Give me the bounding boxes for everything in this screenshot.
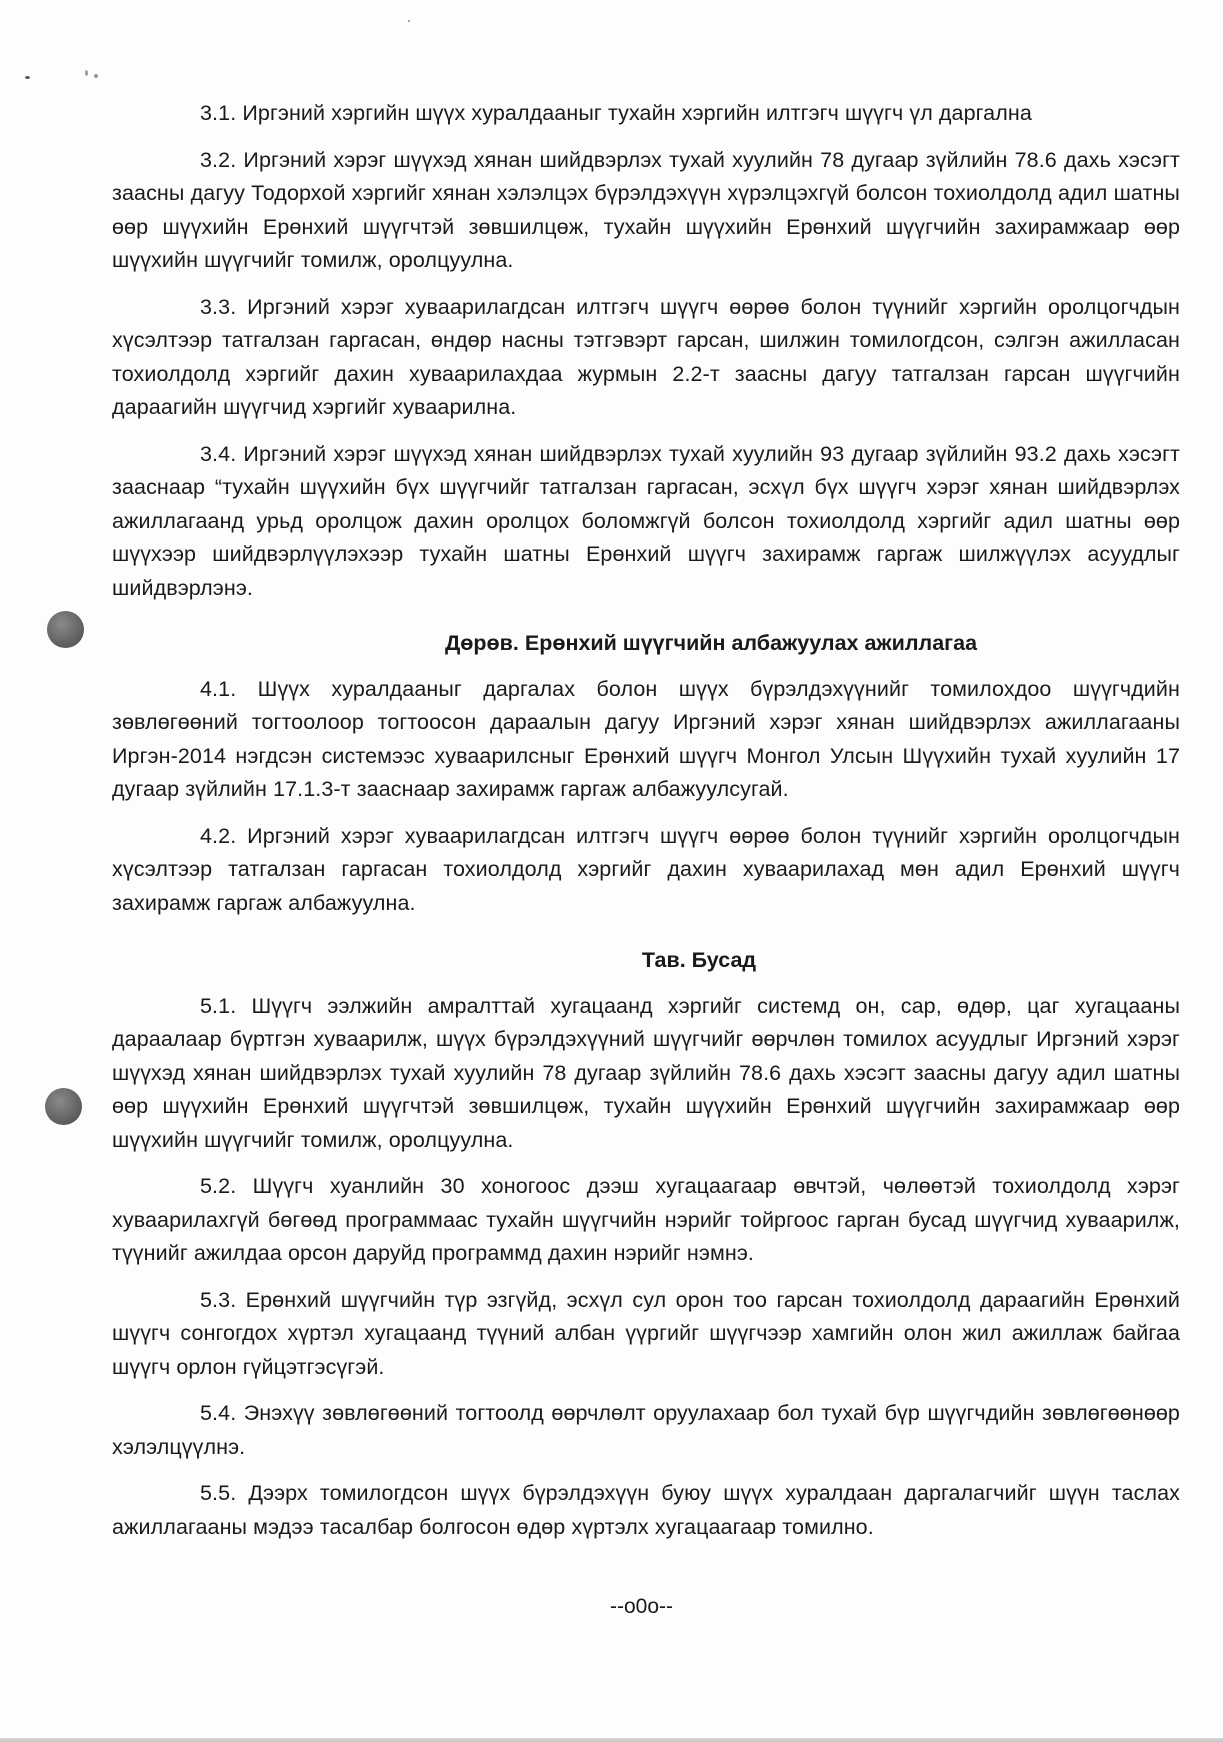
paragraph-3-2: 3.2. Иргэний хэрэг шүүхэд хянан шийдвэрлэх тухай хуулийн 78 дугаар зүйлийн 78.6 дахь хэсэгт заасны дагуу Тодорхой хэргийг хянан хэлэлцэх бүрэлдэхүүн хүрэлцэхгүй болсон тохиолдолд адил шатны өөр шүүхийн Ерөнхий шүүгчтэй зөвшилцөж, тухайн шүүхийн Ерөнхий шүүгчийн захирамжаар өөр шүүхийн шүүгчийг томилж, оролцуулна. — [112, 147, 1180, 272]
paragraph-5-3: 5.3. Ерөнхий шүүгчийн түр эзгүйд, эсхүл сул орон тоо гарсан тохиолдолд дараагийн Ерөнхий шүүгч сонгогдох хүртэл хугацаанд түүний албан үүргийг шүүгчээр хамгийн олон жил ажиллаж байгаа шүүгч орлон гүйцэтгэсүгэй. — [112, 1287, 1180, 1379]
paragraph-5-4: 5.4. Энэхүү зөвлөгөөний тогтоолд өөрчлөлт оруулахаар бол тухай бүр шүүгчдийн зөвлөгөөнөөр хэлэлцүүлнэ. — [112, 1401, 1180, 1459]
scan-speck — [25, 76, 30, 79]
scan-speck — [94, 74, 98, 78]
document-body — [112, 97, 1180, 1557]
scan-speck — [85, 70, 88, 76]
scan-bottom-edge — [0, 1738, 1223, 1742]
section-heading-4: Дөрөв. Ерөнхий шүүгчийн албажуулах ажиллагаа — [444, 631, 978, 655]
paragraph-3-4: 3.4. Иргэний хэрэг шүүхэд хянан шийдвэрлэх тухай хуулийн 93 дугаар зүйлийн 93.2 дахь хэсэгт зааснаар “тухайн шүүхийн бүх шүүгчийг татгалзан гаргасан, эсхүл бүх шүүгч хэрэг хянан шийдвэрлэх ажиллагаанд урьд оролцож дахин оролцох боломжгүй болсон тохиолдолд хэргийг адил шатны өөр шүүхээр шийдвэрлүүлэхээр тухайн шатны Ерөнхий шүүгч захирамж гаргаж шилжүүлэх асуудлыг шийдвэрлэнэ. — [112, 441, 1180, 600]
paragraph-5-1: 5.1. Шүүгч ээлжийн амралттай хугацаанд хэргийг системд он, сар, өдөр, цаг хугацааны дараалаар бүртгэн хуваарилж, шүүх бүрэлдэхүүний шүүгчийг өөрчлөн томилох асуудлыг Иргэний хэрэг шүүхэд хянан шийдвэрлэх тухай хуулийн 78 дугаар зүйлийн 78.6 дахь хэсэгт заасны дагуу адил шатны өөр шүүхийн Ерөнхий шүүгчтэй зөвшилцөж, тухайн шүүхийн Ерөнхий шүүгчийн захирамжаар өөр шүүхийн шүүгчийг томилж, оролцуулна. — [112, 993, 1180, 1152]
paragraph-3-1: 3.1. Иргэний хэргийн шүүх хуралдааныг тухайн хэргийн илтгэгч шүүгч үл даргална — [200, 101, 1032, 125]
scan-speck — [408, 20, 410, 22]
section-heading-5: Тав. Бусад — [641, 948, 757, 972]
paragraph-4-1: 4.1. Шүүх хуралдааныг даргалах болон шүүх бүрэлдэхүүнийг томилохдоо шүүгчдийн зөвлөгөөний тогтоолоор тогтоосон дараалын дагуу Иргэний хэрэг хянан шийдвэрлэх ажиллагааны Иргэн-2014 нэгдсэн системээс хуваарилсныг Ерөнхий шүүгч Монгол Улсын Шүүхийн тухай хуулийн 17 дугаар зүйлийн 17.1.3-т зааснаар захирамж гаргаж албажуулсугай. — [112, 676, 1180, 801]
paragraph-5-2: 5.2. Шүүгч хуанлийн 30 хоногоос дээш хугацаагаар өвчтэй, чөлөөтэй тохиолдолд хэрэг хуваарилахгүй бөгөөд программаас тухайн шүүгчийн нэрийг тойргоос гарган бусад шүүгчид хуваарилж, түүнийг ажилдаа орсон даруйд программд дахин нэрийг нэмнэ. — [112, 1174, 1180, 1265]
punch-hole-top — [47, 611, 84, 648]
end-of-document-mark: --o0o-- — [609, 1595, 673, 1618]
paragraph-3-3: 3.3. Иргэний хэрэг хуваарилагдсан илтгэгч шүүгч өөрөө болон түүнийг хэргийн оролцогчдын хүсэлтээр татгалзан гаргасан, өндөр насны тэтгэвэрт гарсан, шилжин томилогдсон, сэлгэн ажилласан тохиолдолд хэргийг дахин хуваарилахдаа журмын 2.2-т заасны дагуу татгалзан гарсан шүүгчийн дараагийн шүүгчид хэргийг хуваарилна. — [112, 294, 1180, 419]
punch-hole-bottom — [45, 1088, 82, 1125]
paragraph-5-5: 5.5. Дээрх томилогдсон шүүх бүрэлдэхүүн буюу шүүх хуралдаан даргалагчийг шүүн таслах ажиллагааны мэдээ тасалбар болгосон өдөр хүртэлх хугацаагаар томилно. — [112, 1481, 1180, 1539]
paragraph-4-2: 4.2. Иргэний хэрэг хуваарилагдсан илтгэгч шүүгч өөрөө болон түүнийг хэргийн оролцогчдын хүсэлтээр татгалзан гаргасан тохиолдолд хэргийг дахин хуваарилахад мөн адил Ерөнхий шүүгч захирамж гаргаж албажуулна. — [112, 823, 1180, 915]
